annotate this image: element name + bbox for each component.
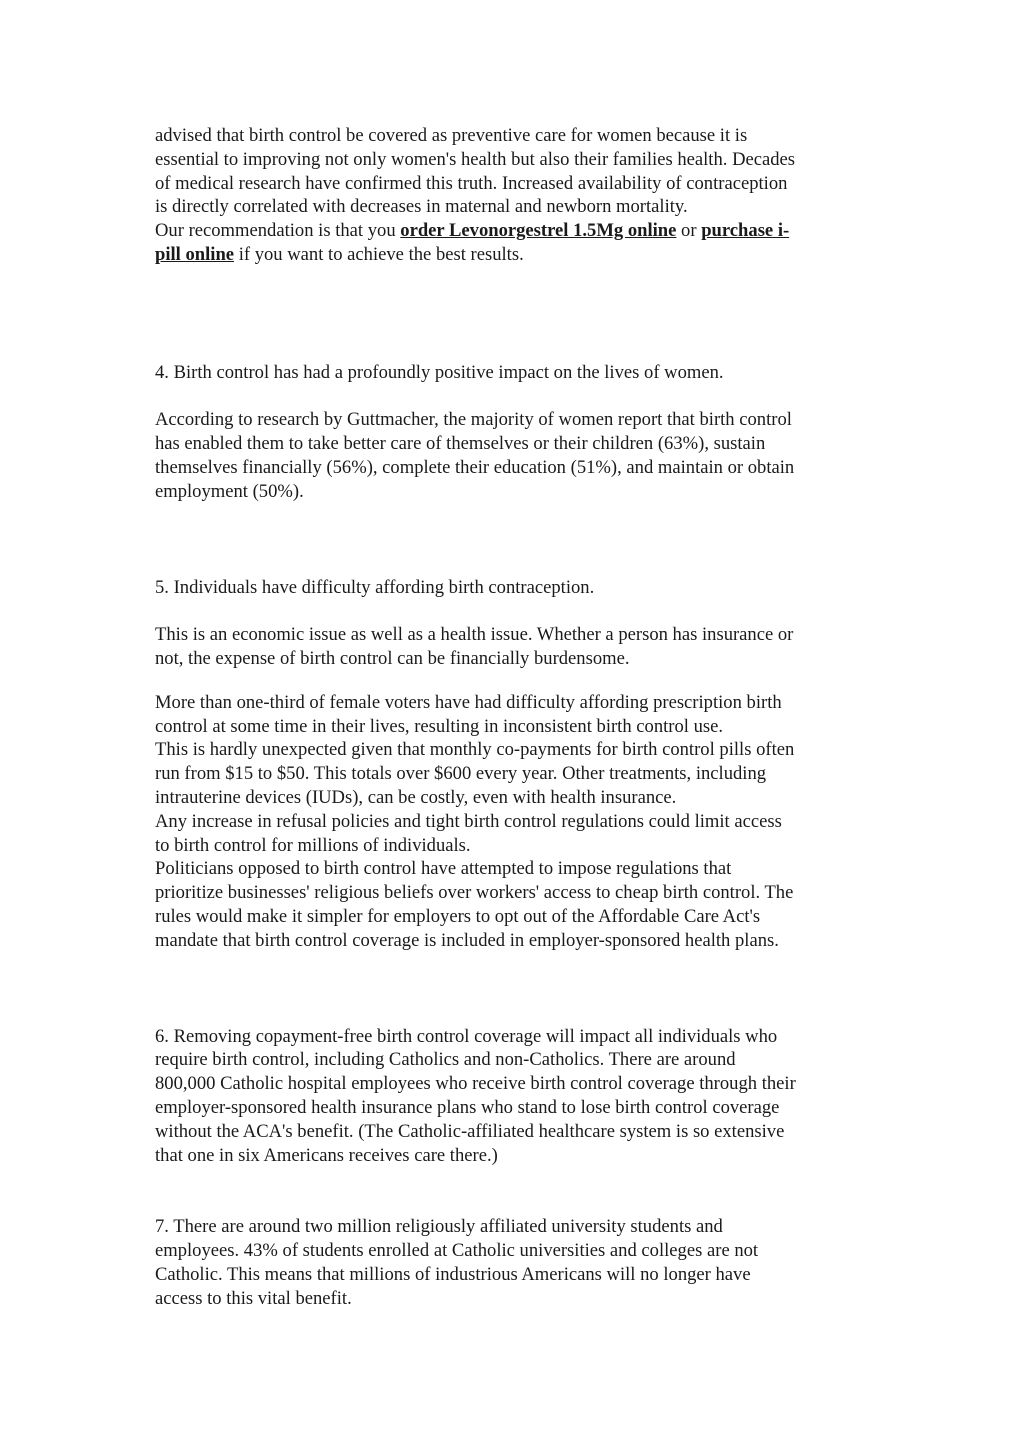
recommendation-suffix: if you want to achieve the best results. — [234, 243, 524, 265]
order-levonorgestrel-link[interactable]: order Levonorgestrel 1.5Mg online — [400, 220, 677, 242]
spacer — [155, 267, 867, 361]
purchase-ipill-link-part2[interactable]: pill online — [155, 243, 235, 265]
spacer — [155, 504, 867, 576]
text-line: Any increase in refusal policies and tight birth control regulations could limit access — [155, 810, 782, 832]
text-line: This is an economic issue as well as a health issue. Whether a person has insurance or — [155, 624, 794, 646]
text-line: has enabled them to take better care of themselves or their children (63%), sustain — [155, 433, 766, 455]
recommendation-line-2 — [155, 243, 867, 267]
text-line: 6. Removing copayment-free birth control coverage will impact all individuals who — [155, 1025, 778, 1047]
section-4-paragraph — [155, 408, 867, 503]
text-line: essential to improving not only women's health but also their families health. Decades — [155, 148, 796, 170]
recommendation-line — [155, 219, 867, 243]
section-5-paragraph-1 — [155, 623, 867, 671]
section-6-paragraph — [155, 1025, 867, 1168]
text-line: employer-sponsored health insurance plans who stand to lose birth control coverage — [155, 1096, 780, 1118]
intro-paragraph — [155, 124, 867, 267]
text-line: intrauterine devices (IUDs), can be costly, even with health insurance. — [155, 786, 677, 808]
section-4-heading — [155, 361, 867, 385]
text-line: prioritize businesses' religious beliefs over workers' access to cheap birth control. The — [155, 882, 794, 904]
text-line: employees. 43% of students enrolled at Catholic universities and colleges are not — [155, 1240, 759, 1262]
text-line: Politicians opposed to birth control have attempted to impose regulations that — [155, 858, 732, 880]
purchase-ipill-link-part1[interactable]: purchase i- — [701, 220, 790, 242]
text-line: require birth control, including Catholics and non-Catholics. There are around — [155, 1049, 736, 1071]
section-5-paragraph-2 — [155, 691, 867, 953]
text-line: control at some time in their lives, resulting in inconsistent birth control use. — [155, 715, 724, 737]
text-line: advised that birth control be covered as preventive care for women because it is — [155, 125, 748, 146]
text-line: access to this vital benefit. — [155, 1287, 352, 1309]
text-line: 7. There are around two million religiously affiliated university students and — [155, 1216, 723, 1238]
recommendation-mid: or — [676, 220, 702, 242]
text-line: mandate that birth control coverage is included in employer-sponsored health plans. — [155, 929, 779, 951]
text-line: that one in six Americans receives care there.) — [155, 1144, 498, 1166]
text-line: of medical research have confirmed this truth. Increased availability of contraception — [155, 172, 788, 194]
text-line: not, the expense of birth control can be financially burdensome. — [155, 647, 630, 669]
text-line: Catholic. This means that millions of industrious Americans will no longer have — [155, 1263, 751, 1285]
spacer — [155, 671, 867, 691]
text-line: This is hardly unexpected given that monthly co-payments for birth control pills often — [155, 739, 795, 761]
text-line: More than one-third of female voters have had difficulty affording prescription birth — [155, 691, 782, 713]
text-line: employment (50%). — [155, 480, 304, 502]
section-heading: 5. Individuals have difficulty affording birth contraception. — [155, 576, 595, 598]
section-7-paragraph — [155, 1215, 867, 1310]
text-line: without the ACA's benefit. (The Catholic-affiliated healthcare system is so extensive — [155, 1120, 785, 1142]
text-line: 800,000 Catholic hospital employees who receive birth control coverage through their — [155, 1073, 796, 1095]
section-heading: 4. Birth control has had a profoundly positive impact on the lives of women. — [155, 361, 724, 383]
text-line: themselves financially (56%), complete their education (51%), and maintain or obtain — [155, 456, 795, 478]
spacer — [155, 1167, 867, 1215]
text-line: According to research by Guttmacher, the majority of women report that birth control — [155, 409, 792, 431]
section-5-heading — [155, 576, 867, 600]
text-line: to birth control for millions of individuals. — [155, 834, 471, 856]
recommendation-prefix: Our recommendation is that you — [155, 220, 401, 242]
text-line: run from $15 to $50. This totals over $600 every year. Other treatments, including — [155, 763, 767, 785]
spacer — [155, 385, 867, 409]
text-line: is directly correlated with decreases in maternal and newborn mortality. — [155, 196, 688, 218]
spacer — [155, 953, 867, 1025]
spacer — [155, 599, 867, 623]
document-page — [155, 124, 867, 1310]
text-line: rules would make it simpler for employers to opt out of the Affordable Care Act's — [155, 905, 761, 927]
